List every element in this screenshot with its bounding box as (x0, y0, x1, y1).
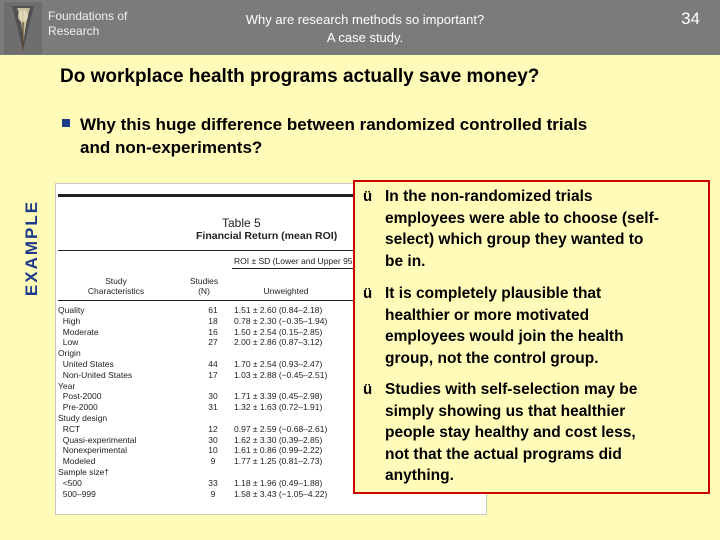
explanation-item-2 (363, 283, 701, 369)
item-3-line-3: people stay healthy and cost less, (385, 424, 636, 441)
table-cell-c3: 1.58 ± 3.43 (−1.05–4.22) (234, 488, 328, 499)
table-cell-c2: 9 (210, 456, 216, 467)
table-cell-c1: Quasi-experimental (58, 434, 137, 445)
bullet-line-2: and non-experiments? (80, 138, 263, 157)
slide-title: Do workplace health programs actually save money? (60, 66, 540, 87)
item-3-line-1: Studies with self-selection may be (385, 381, 638, 398)
table-cell-c2: 31 (208, 402, 218, 413)
course-name (48, 9, 127, 39)
item-1-line-2: employees were able to choose (self- (385, 209, 659, 227)
table-cell-c1: Low (58, 337, 79, 348)
table-cell-c1: Origin (58, 348, 81, 359)
col3-top-header: ROI ± SD (Lower and Upper 95 (234, 256, 353, 266)
table-cell-c1: Year (58, 380, 76, 391)
quill-logo-icon (4, 2, 42, 54)
table-cell-c3: 1.18 ± 1.96 (0.49–1.88) (234, 477, 323, 488)
check-icon: ü (363, 381, 373, 398)
explanation-item-3-text (385, 379, 701, 487)
item-1-line-1: In the non-randomized trials (385, 188, 593, 205)
table-cell-c2: 33 (208, 477, 218, 488)
table-cell-c2: 17 (208, 369, 218, 380)
table-cell-c2: 12 (208, 423, 218, 434)
table-cell-c1: RCT (58, 423, 81, 434)
table-cell-c3: 1.62 ± 3.30 (0.39–2.85) (234, 434, 323, 445)
table-cell-c1: Study design (58, 413, 108, 423)
table-cell-c2: 18 (208, 315, 218, 326)
table-cell-c2: 61 (208, 305, 218, 315)
table-subtitle: Financial Return (mean ROI) (196, 230, 338, 242)
explanation-box (353, 180, 710, 494)
col2-header-line-2: (N) (198, 286, 210, 296)
table-cell-c3: 1.71 ± 3.39 (0.45–2.98) (234, 391, 323, 402)
bullet-text (80, 113, 702, 159)
bullet-line-1: Why this huge difference between randomized controlled trials (80, 115, 588, 134)
table-cell-c3: 2.00 ± 2.86 (0.87–3.12) (234, 337, 323, 348)
page-number: 34 (681, 9, 700, 28)
item-2-line-1: It is completely plausible that (385, 285, 602, 302)
item-1-line-4: be in. (385, 252, 426, 270)
table-cell-c2: 30 (208, 391, 218, 402)
col2-header-line-1: Studies (189, 276, 219, 286)
table-cell-c1: Non-United States (58, 369, 133, 380)
item-1-line-3: select) which group they wanted to (385, 231, 644, 248)
table-cell-c1: United States (58, 359, 114, 369)
table-cell-c1: Pre-2000 (58, 402, 98, 413)
topic-line-1: Why are research methods so important? (245, 12, 485, 27)
table-cell-c2: 44 (208, 359, 218, 369)
col3-header: Unweighted (263, 286, 309, 296)
table-cell-c1: Post-2000 (58, 391, 102, 402)
col2-header (184, 276, 224, 296)
explanation-item-1 (363, 186, 701, 272)
table-cell-c1: High (58, 315, 81, 326)
table-cell-c2: 30 (208, 434, 218, 445)
course-line-2: Research (48, 24, 100, 38)
table-cell-c3: 1.77 ± 1.25 (0.81–2.73) (234, 456, 323, 467)
table-title: Table 5 (222, 216, 261, 230)
header-bar (0, 0, 720, 55)
table-cell-c1: Moderate (58, 326, 99, 337)
square-bullet-icon (62, 119, 70, 127)
main-bullet (62, 113, 702, 159)
item-2-line-2: healthier or more motivated (385, 306, 590, 324)
side-label-text: EXAMPLE (22, 199, 41, 297)
explanation-item-2-text (385, 283, 701, 369)
table-cell-c1: Nonexperimental (58, 445, 127, 456)
item-2-line-3: employees would join the health (385, 328, 624, 345)
table-cell-c3: 1.03 ± 2.88 (−0.45–2.51) (234, 369, 328, 380)
table-cell-c3: 1.51 ± 2.60 (0.84–2.18) (234, 305, 323, 315)
table-cell-c2: 10 (208, 445, 218, 456)
table-cell-c1: Sample size† (58, 467, 110, 477)
table-cell-c3: 0.78 ± 2.30 (−0.35–1.94) (234, 315, 328, 326)
course-line-1: Foundations of (48, 9, 128, 23)
table-cell-c1: 500–999 (58, 488, 96, 499)
item-3-line-4: not that the actual programs did (385, 445, 622, 463)
table-cell-c2: 16 (208, 326, 218, 337)
col1-header-line-1: Study (105, 276, 127, 286)
table-cell-c3: 0.97 ± 2.59 (−0.68–2.61) (234, 423, 328, 434)
table-cell-c1: <500 (58, 477, 82, 488)
table-cell-c2: 27 (208, 337, 218, 348)
col1-header (86, 276, 146, 296)
table-cell-c3: 1.61 ± 0.86 (0.99–2.22) (234, 445, 323, 456)
topic-line-2: A case study. (326, 30, 404, 45)
explanation-item-1-text (385, 186, 701, 272)
table-cell-c1: Modeled (58, 456, 96, 467)
check-icon: ü (363, 285, 373, 302)
table-cell-c3: 1.50 ± 2.54 (0.15–2.85) (234, 326, 323, 337)
item-3-line-5: anything. (385, 467, 454, 484)
item-3-line-2: simply showing us that healthier (385, 402, 626, 420)
item-2-line-4: group, not the control group. (385, 349, 599, 367)
table-cell-c1: Quality (58, 305, 85, 315)
side-label (21, 178, 43, 318)
slide-topic (200, 11, 530, 47)
check-icon: ü (363, 188, 373, 205)
table-cell-c3: 1.70 ± 2.54 (0.93–2.47) (234, 359, 323, 369)
table-cell-c2: 9 (210, 488, 216, 499)
col1-header-line-2: Characteristics (87, 286, 145, 296)
explanation-item-3 (363, 379, 701, 487)
table-cell-c3: 1.32 ± 1.63 (0.72–1.91) (234, 402, 323, 413)
